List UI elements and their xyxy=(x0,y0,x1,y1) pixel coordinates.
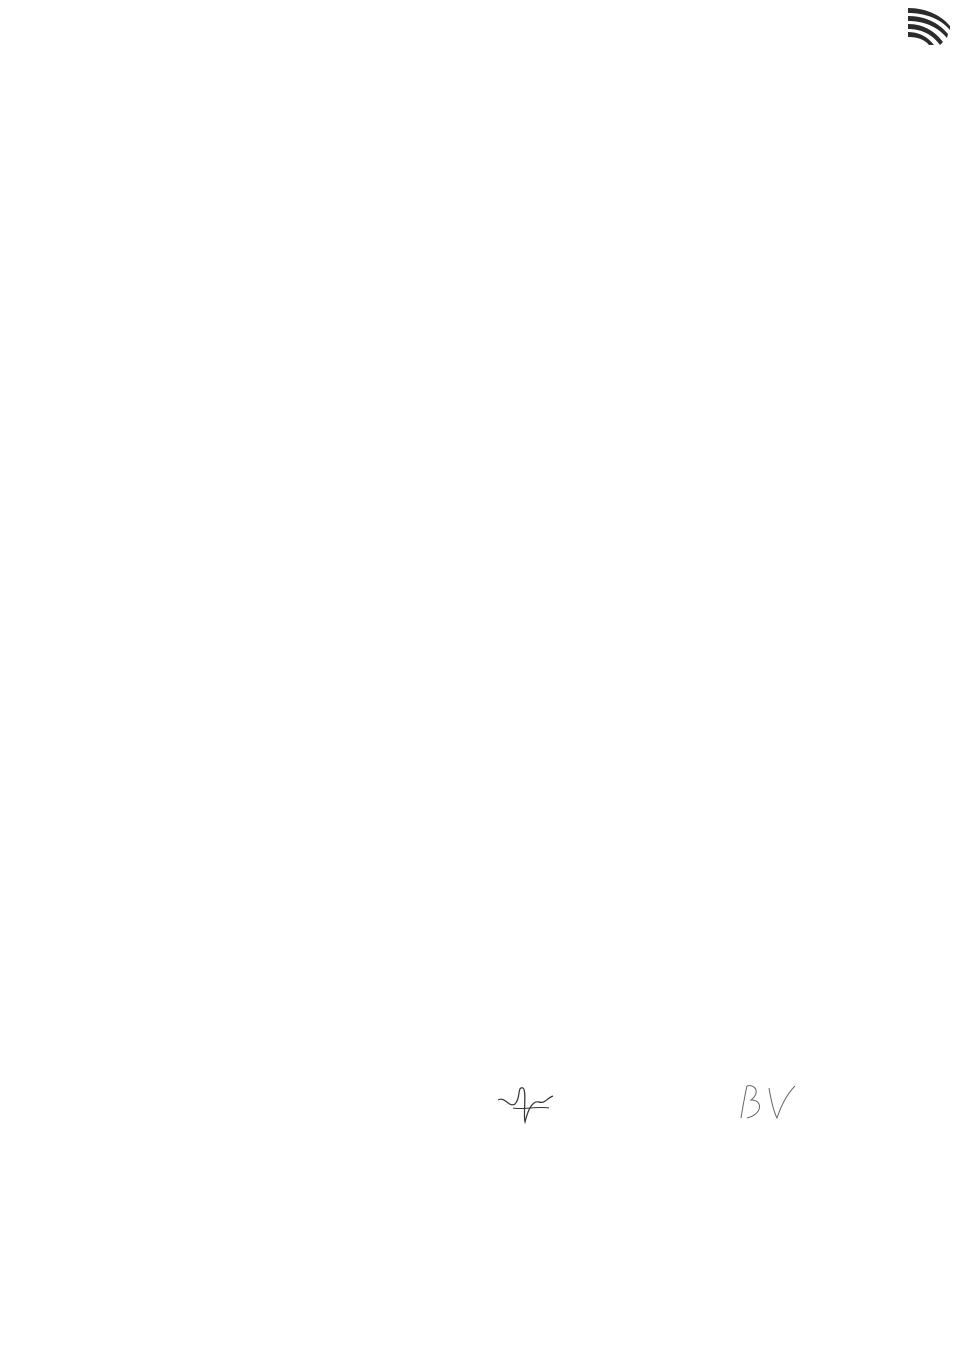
left-column xyxy=(6,96,468,127)
right-column xyxy=(493,96,957,153)
company-logo-icon xyxy=(906,6,952,46)
handwritten-signature-icon xyxy=(493,1078,563,1128)
signature-block-prezes xyxy=(733,1070,803,1128)
handwritten-signature-icon xyxy=(733,1078,803,1128)
signature-block-czlonek xyxy=(493,1070,563,1128)
